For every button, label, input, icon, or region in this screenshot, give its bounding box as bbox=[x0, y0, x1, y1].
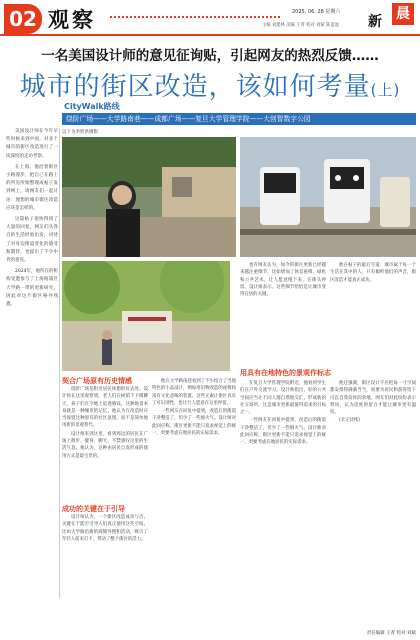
photo-credit: 以下为李胜洪摄影 bbox=[62, 130, 98, 135]
header-divider bbox=[110, 16, 280, 18]
headline-part: (上) bbox=[370, 81, 401, 99]
section-2-title: 用具有在地特色的景观作标志 bbox=[240, 369, 331, 377]
column-3-text: 也有网友认为，如今的街区更新已经越来越注重细节，比如增加了休息座椅、绿化和公共艺术，让人愿意慢下来，在街头停留。设计师表示，这些细节恰恰是让城市变得宜居的关键。 bbox=[240, 263, 326, 298]
section-name: 观察 bbox=[48, 7, 96, 32]
section-number: 02 bbox=[4, 4, 42, 34]
column-tag: CityWalk路线 bbox=[64, 102, 120, 111]
newspaper-logo: 新 晨 bbox=[368, 3, 414, 31]
photo-tree-lined-street bbox=[62, 261, 230, 371]
section-5-text: 他还强调，街区设计不应把每一寸空间都安排得满满当当，而要为居民和游客留下可以自我发挥的余地。网友们对此纷纷表示赞同，认为适度的留白才能让城市更有温度。 (未完待续) bbox=[330, 381, 416, 424]
section-4-text: 在复旦大学管理学院附近，他看到学生们在户外交流学习。设计师指出，好的公共空间应当让不同人群自然地交汇，形成新的社交场所，这是城市更新最值得追求的目标之一。 一些网友在回复中提到，改造后的街道干净整洁了，但少了一些烟火气。设计师对此回应称，街区更新不能只追求视觉上的统一，更要考虑在地居民的实际需求。 bbox=[240, 381, 326, 446]
section-3-text: 设计师认为，一个街区改造成功与否，关键在于能否引导人们真正使用这些空间。比如大学路沿街的商铺外摆和活动，吸引了年轻人前来打卡，带动了整个街区的活力。 bbox=[62, 515, 148, 542]
column-2-text: 他在大学路南巷看到了不少结合了当地特色的小品设计，例如用旧物改造的座椅和富有文化意味的装置。这些元素让街区具有了可识别性，也让行人愿意在这里停留。 一些网友在回复中提到，改造后的街道干净整洁了，但少了一些烟火气。设计师对此回应称，街区更新不能只追求视觉上的统一，更要考虑在地居民的实际需求。 bbox=[152, 379, 236, 437]
left-column-text: 美国设计师在今年早些时候来到中国，对多个城市的街区改造进行了一次深度的走访考察。 在上海，他沿着街区小路漫步，把自己在路上的所见所闻整理成帖子发到网上，请网友们一起讨论：理想的城市街区改造应该是怎样的。 这篇帖子很快得到了大量的回复，网友们从各自的生活经验出发，讲述了对身边街道变化的感受和期待，也提出了不少中肯的意见。 2024年，他所在的机构受邀参与了上海杨浦区大学路一带的更新研究，因此对这片街区格外熟悉。 bbox=[6, 129, 58, 308]
headline-main: 城市的街区改造，该如何考量(上) bbox=[19, 72, 401, 102]
column-divider bbox=[59, 128, 60, 598]
route-bar: 绕阶广场——大学路南巷——成都广场——复旦大学管理学院——大创智数字公园 bbox=[62, 113, 416, 125]
section-3-title: 成功的关键在于引导 bbox=[62, 505, 125, 513]
section-1-title: 契合广场原有历史情感 bbox=[62, 377, 132, 385]
issue-date: 2025. 06. 28 星期六 bbox=[292, 9, 341, 15]
column-4-text: 他在帖子的最后写道：城市属于每一个生活在其中的人，只有倾听他们的声音，街区改造才能真正成功。 bbox=[330, 263, 416, 283]
page-header bbox=[0, 0, 420, 36]
header-rule bbox=[0, 34, 420, 36]
section-1-text: 绕阶广场是附近居民休憩的好去处。设计师在这里观察到，老人们在树荫下下棋聊天，孩子们在空地上追逐嬉戏，这种场景本身就是一种城市的记忆。他认为在改造时应当保留这种原有的社区氛围，而不是简单地用新的景观替代。 设计师来到这里，看到周边的居民在广场上散步、健身、聊天，不禁感叹这里的生活气息。他认为，这种由居民自发形成的使用方式是最宝贵的。 bbox=[62, 387, 148, 459]
photo-cartoon-figures bbox=[240, 137, 416, 257]
headline-kicker: 一名美国设计师的意见征询贴，引起网友的热烈反馈…… bbox=[41, 48, 379, 64]
footer-editor: 责任编辑 王菁 校对 刘斌 bbox=[366, 631, 416, 636]
photo-person-at-construction bbox=[62, 137, 236, 257]
editor-credits: 主编 刘建林 美编 王菁 校对 刘斌 陈盈盈 bbox=[262, 23, 339, 28]
